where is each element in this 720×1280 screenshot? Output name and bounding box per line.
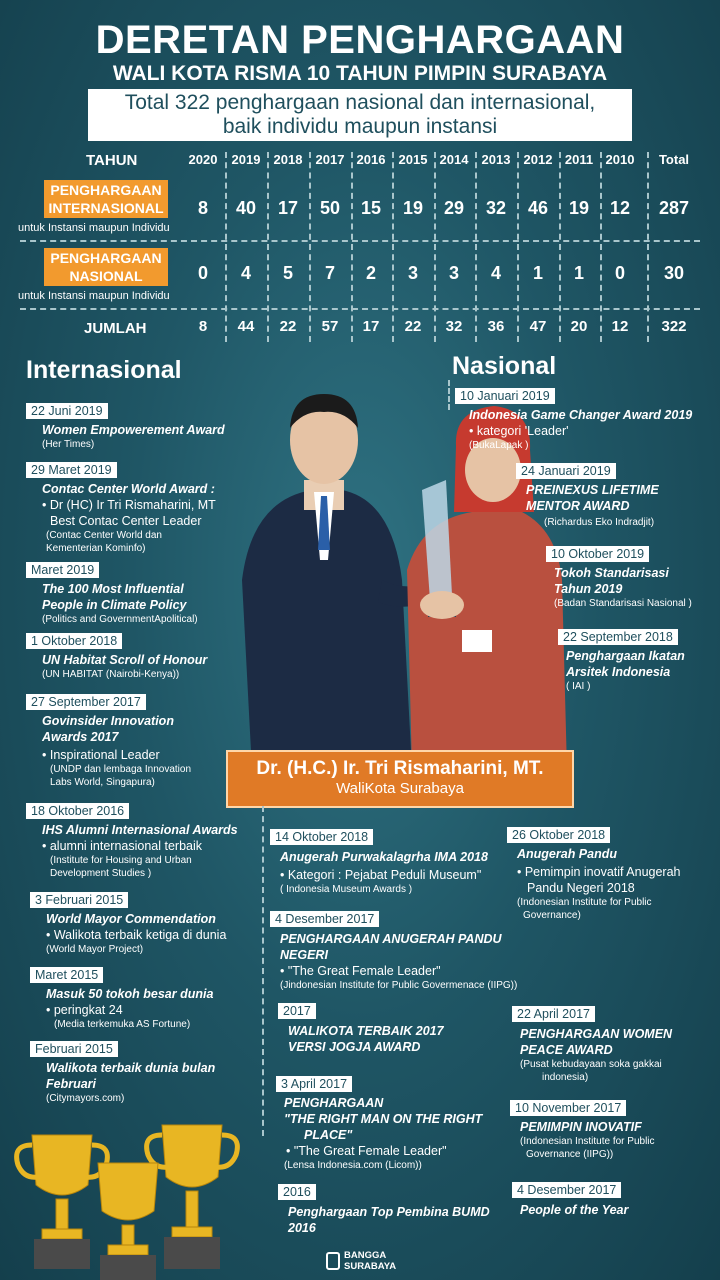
entry-bullet: Pandu Negeri 2018 — [527, 881, 635, 895]
nas-cell: 5 — [282, 263, 293, 283]
summary-line-2: baik individu maupun instansi — [222, 115, 498, 138]
sum-cell: 47 — [529, 318, 547, 335]
logo-line-2: SURABAYA — [344, 1261, 397, 1272]
nas-entry — [507, 826, 717, 922]
entry-date: 10 Oktober 2019 — [546, 546, 649, 562]
column-divider — [351, 152, 353, 342]
intl-entry — [26, 693, 236, 789]
nas-heading: Nasional — [452, 352, 557, 380]
intl-cell: 19 — [568, 198, 590, 218]
entry-title: Walikota terbaik dunia bulan — [46, 1061, 216, 1075]
intl-cell: 40 — [235, 198, 257, 218]
intl-entry — [26, 402, 236, 451]
entry-bullet: • alumni internasional terbaik — [42, 839, 203, 853]
entry-date: 22 April 2017 — [512, 1006, 595, 1022]
entry-date: 18 Oktober 2016 — [26, 803, 129, 819]
entry-date: 10 November 2017 — [510, 1100, 626, 1116]
year-header: 2020 — [188, 152, 218, 167]
year-header: 2019 — [231, 152, 261, 167]
year-header: 2016 — [356, 152, 386, 167]
entry-title: 2016 — [288, 1221, 316, 1235]
logo-line-1: BANGGA — [344, 1250, 387, 1261]
column-divider — [434, 152, 436, 342]
nas-label-line-2: NASIONAL — [69, 268, 143, 284]
entry-bullet: • kategori 'Leader' — [469, 424, 569, 438]
year-header: 2010 — [605, 152, 635, 167]
entry-date: 2017 — [278, 1003, 316, 1019]
entry-title: Penghargaan Top Pembina BUMD — [288, 1205, 490, 1219]
entry-title: Tokoh Standarisasi — [554, 566, 669, 580]
trophy-icon — [12, 1115, 242, 1280]
entry-bullet: • "The Great Female Leader" — [286, 1144, 447, 1158]
nas-entry — [278, 1183, 508, 1236]
nas-cell: 1 — [532, 263, 543, 283]
entry-source: (Indonesian Institute for Public — [520, 1136, 655, 1147]
sum-cell: 32 — [445, 318, 463, 335]
entry-date: 14 Oktober 2018 — [270, 829, 373, 845]
entry-source: (Richardus Eko Indradjit) — [544, 517, 655, 528]
entry-title: UN Habitat Scroll of Honour — [42, 653, 208, 667]
nas-entry — [512, 1181, 717, 1218]
column-divider — [600, 152, 602, 342]
entry-title: Awards 2017 — [42, 730, 119, 744]
entry-title: IHS Alumni Internasional Awards — [42, 823, 238, 837]
entry-title: PENGHARGAAN ANUGERAH PANDU — [280, 932, 502, 946]
nas-entry — [512, 1005, 717, 1084]
entry-title: People of the Year — [520, 1203, 629, 1217]
column-divider — [475, 152, 477, 342]
column-divider — [517, 152, 519, 342]
intl-heading: Internasional — [26, 356, 182, 384]
sum-cell: 57 — [321, 318, 339, 335]
entry-title: VERSI JOGJA AWARD — [288, 1040, 421, 1054]
entry-date: Maret 2019 — [26, 562, 99, 578]
entry-date: 22 September 2018 — [558, 629, 678, 645]
nas-entry — [455, 387, 715, 452]
nas-label-line-1: PENGHARGAAN — [50, 250, 162, 266]
intl-cell: 17 — [277, 198, 299, 218]
entry-title: The 100 Most Influential — [42, 582, 184, 596]
intl-cell: 46 — [527, 198, 549, 218]
sum-cell: 22 — [404, 318, 422, 335]
sum-cell: 20 — [570, 318, 588, 335]
entry-title: People in Climate Policy — [42, 598, 187, 612]
intl-label-line-1: PENGHARGAAN — [50, 182, 162, 198]
sum-cell: 36 — [487, 318, 505, 335]
entry-bullet: • Inspirational Leader — [42, 748, 160, 762]
nas-cell: 4 — [240, 263, 251, 283]
entry-date: 26 Oktober 2018 — [507, 827, 610, 843]
nas-entry — [278, 1002, 498, 1055]
entry-source: (Politics and GovernmentApolitical) — [42, 614, 198, 625]
entry-title: Indonesia Game Changer Award 2019 — [469, 408, 693, 422]
intl-cell: 50 — [319, 198, 341, 218]
entry-bullet: Best Contac Center Leader — [50, 514, 202, 528]
entry-title: Govinsider Innovation — [42, 714, 174, 728]
nas-entry — [516, 462, 716, 529]
entry-bullet: • peringkat 24 — [46, 1003, 123, 1017]
row-divider — [20, 240, 700, 242]
intl-entry — [26, 461, 241, 555]
entry-source: (UNDP dan lembaga Innovation — [50, 764, 192, 775]
year-header: 2018 — [273, 152, 303, 167]
year-header: Total — [658, 152, 690, 167]
entry-date: 2016 — [278, 1184, 316, 1200]
intl-cell: 15 — [360, 198, 382, 218]
column-divider — [647, 152, 649, 342]
nas-cell: 3 — [407, 263, 418, 283]
nas-cell: 30 — [663, 263, 685, 283]
entry-source: (UN HABITAT (Nairobi-Kenya)) — [42, 669, 180, 680]
entry-date: 27 September 2017 — [26, 694, 146, 710]
connector-line — [448, 380, 450, 410]
entry-bullet: • Dr (HC) Ir Tri Rismaharini, MT — [42, 498, 216, 512]
column-divider — [267, 152, 269, 342]
entry-bullet: • Kategori : Pejabat Peduli Museum" — [280, 868, 482, 882]
entry-title: Arsitek Indonesia — [566, 665, 671, 679]
sum-cell: 8 — [198, 318, 208, 335]
main-title: DERETAN PENGHARGAAN — [95, 18, 625, 62]
entry-source: (World Mayor Project) — [46, 944, 144, 955]
nas-entry — [270, 910, 520, 992]
entry-date: 3 Februari 2015 — [30, 892, 128, 908]
nas-entry — [546, 545, 718, 610]
nas-entry — [510, 1099, 717, 1161]
entry-title: Tahun 2019 — [554, 582, 623, 596]
year-header: 2013 — [481, 152, 511, 167]
sum-cell: 12 — [611, 318, 629, 335]
nas-cell: 7 — [324, 263, 335, 283]
entry-source: ( IAI ) — [566, 681, 591, 692]
entry-title: Penghargaan Ikatan — [566, 649, 685, 663]
row-divider — [20, 308, 700, 310]
entry-title: Women Empowerement Award — [42, 423, 225, 437]
entry-title: World Mayor Commendation — [46, 912, 216, 926]
intl-label — [44, 180, 168, 218]
intl-entry — [30, 966, 260, 1031]
main-subtitle: WALI KOTA RISMA 10 TAHUN PIMPIN SURABAYA — [112, 62, 608, 85]
summary-line-1: Total 322 penghargaan nasional dan internasional, — [124, 91, 596, 114]
nas-cell: 0 — [614, 263, 625, 283]
entry-title: MENTOR AWARD — [526, 499, 630, 513]
person-name-box — [226, 750, 574, 808]
nas-cell: 1 — [573, 263, 584, 283]
entry-source: (Contac Center World dan — [46, 530, 162, 541]
bangga-surabaya-logo — [326, 1250, 446, 1274]
entry-source: Governance (IIPG)) — [526, 1149, 614, 1160]
intl-cell: 19 — [402, 198, 424, 218]
year-header: 2012 — [523, 152, 553, 167]
entry-title: PEACE AWARD — [520, 1043, 613, 1057]
intl-entry — [26, 561, 236, 626]
entry-bullet: • Walikota terbaik ketiga di dunia — [46, 928, 227, 942]
entry-title: PREINEXUS LIFETIME — [526, 483, 659, 497]
entry-source: (Her Times) — [42, 439, 95, 450]
person-role: WaliKota Surabaya — [336, 780, 464, 797]
entry-title: PENGHARGAAN — [284, 1096, 384, 1110]
entry-title: PEMIMPIN INOVATIF — [520, 1120, 642, 1134]
entry-date: 3 April 2017 — [276, 1076, 352, 1092]
entry-date: 24 Januari 2019 — [516, 463, 616, 479]
intl-entry — [26, 632, 236, 681]
year-header: 2011 — [564, 152, 594, 167]
sum-cell: 22 — [279, 318, 297, 335]
summary-box — [88, 89, 632, 141]
connector-line — [262, 806, 264, 1136]
entry-title: Anugerah Purwakalagrha IMA 2018 — [280, 850, 488, 864]
year-header: 2015 — [398, 152, 428, 167]
entry-date: 22 Juni 2019 — [26, 403, 108, 419]
column-divider — [225, 152, 227, 342]
year-header: 2017 — [315, 152, 345, 167]
entry-source: ( Indonesia Museum Awards ) — [280, 884, 413, 895]
year-label: TAHUN — [86, 152, 138, 169]
entry-source: (Jindonesian Institute for Public Govermenace (IIPG)) — [280, 980, 518, 991]
entry-title: PENGHARGAAN WOMEN — [520, 1027, 673, 1041]
intl-cell: 29 — [443, 198, 465, 218]
person-name: Dr. (H.C.) Ir. Tri Rismaharini, MT. — [256, 758, 544, 779]
column-divider — [392, 152, 394, 342]
entry-title: NEGERI — [280, 948, 328, 962]
entry-date: 29 Maret 2019 — [26, 462, 117, 478]
column-divider — [559, 152, 561, 342]
entry-source: (Lensa Indonesia.com (Licom)) — [284, 1160, 422, 1171]
entry-title: PLACE" — [304, 1128, 353, 1142]
entry-source: Kementerian Kominfo) — [46, 543, 146, 554]
nas-entry — [276, 1075, 516, 1172]
entry-source: (Media terkemuka AS Fortune) — [54, 1019, 191, 1030]
nas-cell: 2 — [365, 263, 376, 283]
nas-cell: 4 — [490, 263, 501, 283]
entry-source: (BukaLapak ) — [469, 440, 529, 451]
sum-label: JUMLAH — [84, 320, 147, 337]
intl-cell: 8 — [197, 198, 208, 218]
nas-label — [44, 248, 168, 286]
entry-title: WALIKOTA TERBAIK 2017 — [288, 1024, 444, 1038]
nas-cell: 3 — [448, 263, 459, 283]
entry-source: (Citymayors.com) — [46, 1093, 125, 1104]
intl-cell: 12 — [609, 198, 631, 218]
column-divider — [309, 152, 311, 342]
entry-title: "THE RIGHT MAN ON THE RIGHT — [284, 1112, 483, 1126]
entry-date: 1 Oktober 2018 — [26, 633, 122, 649]
sum-cell: 44 — [237, 318, 255, 335]
intl-label-line-2: INTERNASIONAL — [48, 200, 164, 216]
entry-source: (Indonesian Institute for Public — [517, 897, 652, 908]
year-header: 2014 — [439, 152, 469, 167]
entry-title: Anugerah Pandu — [517, 847, 618, 861]
entry-bullet: • Pemimpin inovatif Anugerah — [517, 865, 681, 879]
entry-source: (Pusat kebudayaan soka gakkai — [520, 1059, 662, 1070]
intl-cell: 287 — [658, 198, 690, 218]
nas-note: untuk Instansi maupun Individu — [18, 290, 170, 302]
entry-date: 4 Desember 2017 — [270, 911, 379, 927]
entry-source: indonesia) — [542, 1072, 589, 1083]
entry-date: Maret 2015 — [30, 967, 103, 983]
nas-entry — [558, 628, 718, 693]
entry-source: Labs World, Singapura) — [50, 777, 155, 788]
entry-title: Masuk 50 tokoh besar dunia — [46, 987, 214, 1001]
entry-source: (Institute for Housing and Urban — [50, 855, 192, 866]
entry-source: (Badan Standarisasi Nasional ) — [554, 598, 692, 609]
intl-entry — [26, 802, 251, 880]
entry-source: Governance) — [523, 910, 581, 921]
nas-cell: 0 — [197, 263, 208, 283]
entry-source: Development Studies ) — [50, 868, 152, 879]
entry-title: Contac Center World Award : — [42, 482, 215, 496]
intl-cell: 32 — [485, 198, 507, 218]
nas-entry — [270, 828, 510, 896]
intl-entry — [30, 1040, 260, 1105]
intl-entry — [30, 891, 260, 956]
entry-date: 4 Desember 2017 — [512, 1182, 621, 1198]
entry-date: Februari 2015 — [30, 1041, 118, 1057]
logo-mark-icon — [326, 1252, 340, 1270]
entry-title: Februari — [46, 1077, 97, 1091]
sum-cell: 17 — [362, 318, 380, 335]
sum-cell: 322 — [661, 318, 687, 335]
intl-note: untuk Instansi maupun Individu — [18, 222, 170, 234]
entry-bullet: • "The Great Female Leader" — [280, 964, 441, 978]
entry-date: 10 Januari 2019 — [455, 388, 555, 404]
